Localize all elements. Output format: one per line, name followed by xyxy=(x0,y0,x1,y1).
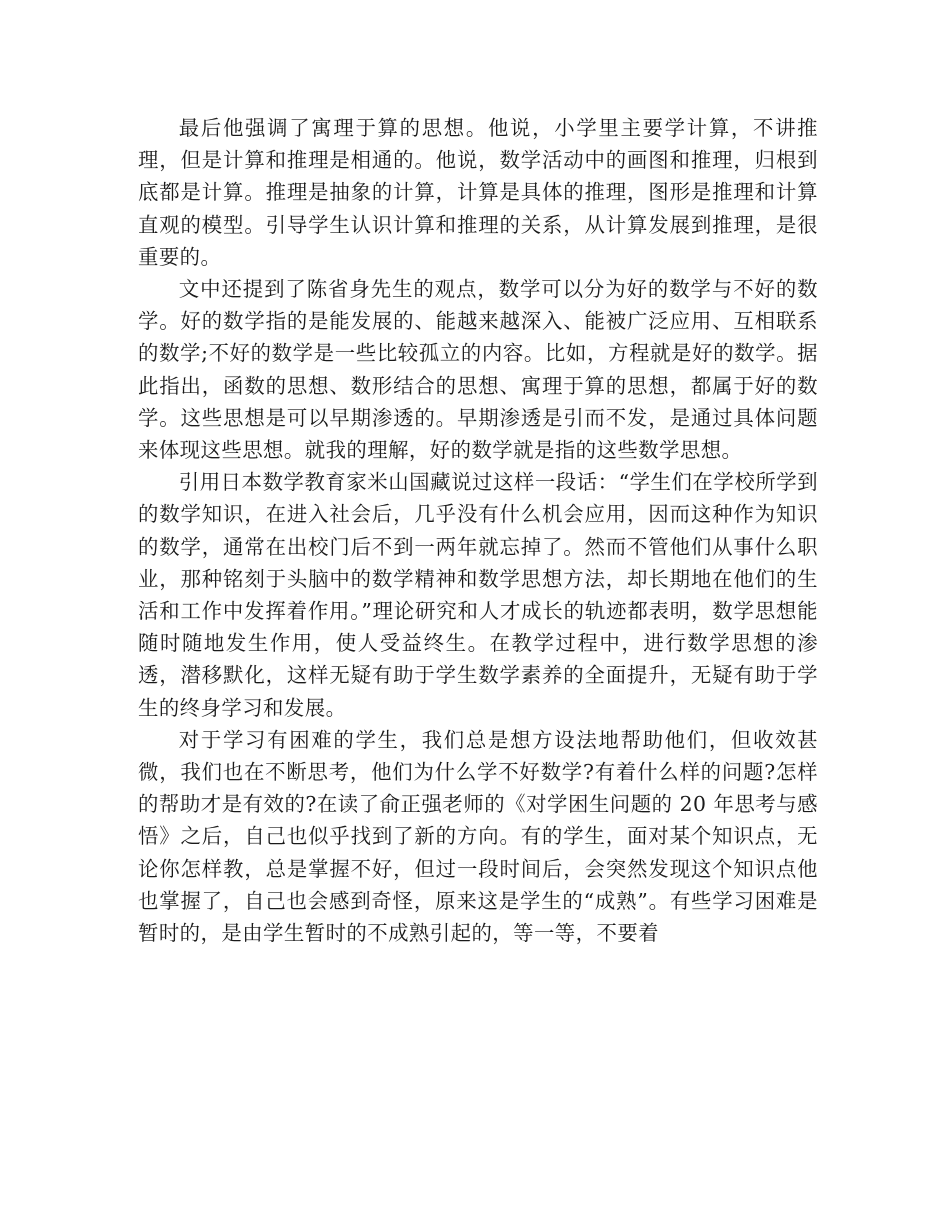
document-body xyxy=(138,112,818,949)
paragraph-yoneyama-quote: 引用日本数学教育家米山国藏说过这样一段话：“学生们在学校所学到的数学知识，在进入社会后，几乎没有什么机会应用，因而这种作为知识的数学，通常在出校门后不到一两年就忘掉了。然而不管他们从事什么职业，那种铭刻于头脑中的数学精神和数学思想方法，却长期地在他们的生活和工作中发挥着作用。”理论研究和人才成长的轨迹都表明，数学思想能随时随地发生作用，使人受益终生。在教学过程中，进行数学思想的渗透，潜移默化，这样无疑有助于学生数学素养的全面提升，无疑有助于学生的终身学习和发展。 xyxy=(138,470,818,720)
paragraph-good-mathematics: 文中还提到了陈省身先生的观点，数学可以分为好的数学与不好的数学。好的数学指的是能发展的、能越来越深入、能被广泛应用、互相联系的数学;不好的数学是一些比较孤立的内容。比如，方程就是好的数学。据此指出，函数的思想、数形结合的思想、寓理于算的思想，都属于好的数学。这些思想是可以早期渗透的。早期渗透是引而不发，是通过具体问题来体现这些思想。就我的理解，好的数学就是指的这些数学思想。 xyxy=(138,277,818,463)
paragraph-reasoning-in-calculation: 最后他强调了寓理于算的思想。他说，小学里主要学计算，不讲推理，但是计算和推理是相通的。他说，数学活动中的画图和推理，归根到底都是计算。推理是抽象的计算，计算是具体的推理，图形是推理和计算直观的模型。引导学生认识计算和推理的关系，从计算发展到推理，是很重要的。 xyxy=(138,116,818,269)
paragraph-struggling-students: 对于学习有困难的学生，我们总是想方设法地帮助他们，但收效甚微，我们也在不断思考，他们为什么学不好数学?有着什么样的问题?怎样的帮助才是有效的?在读了俞正强老师的《对学困生问题的 20 年思考与感悟》之后，自己也似乎找到了新的方向。有的学生，面对某个知识点，无论你怎样教，总是掌握不好，但过一段时间后，会突然发现这个知识点他也掌握了，自己也会感到奇怪，原来这是学生的“成熟”。有些学习困难是暂时的，是由学生暂时的不成熟引起的，等一等，不要着 xyxy=(138,727,818,946)
